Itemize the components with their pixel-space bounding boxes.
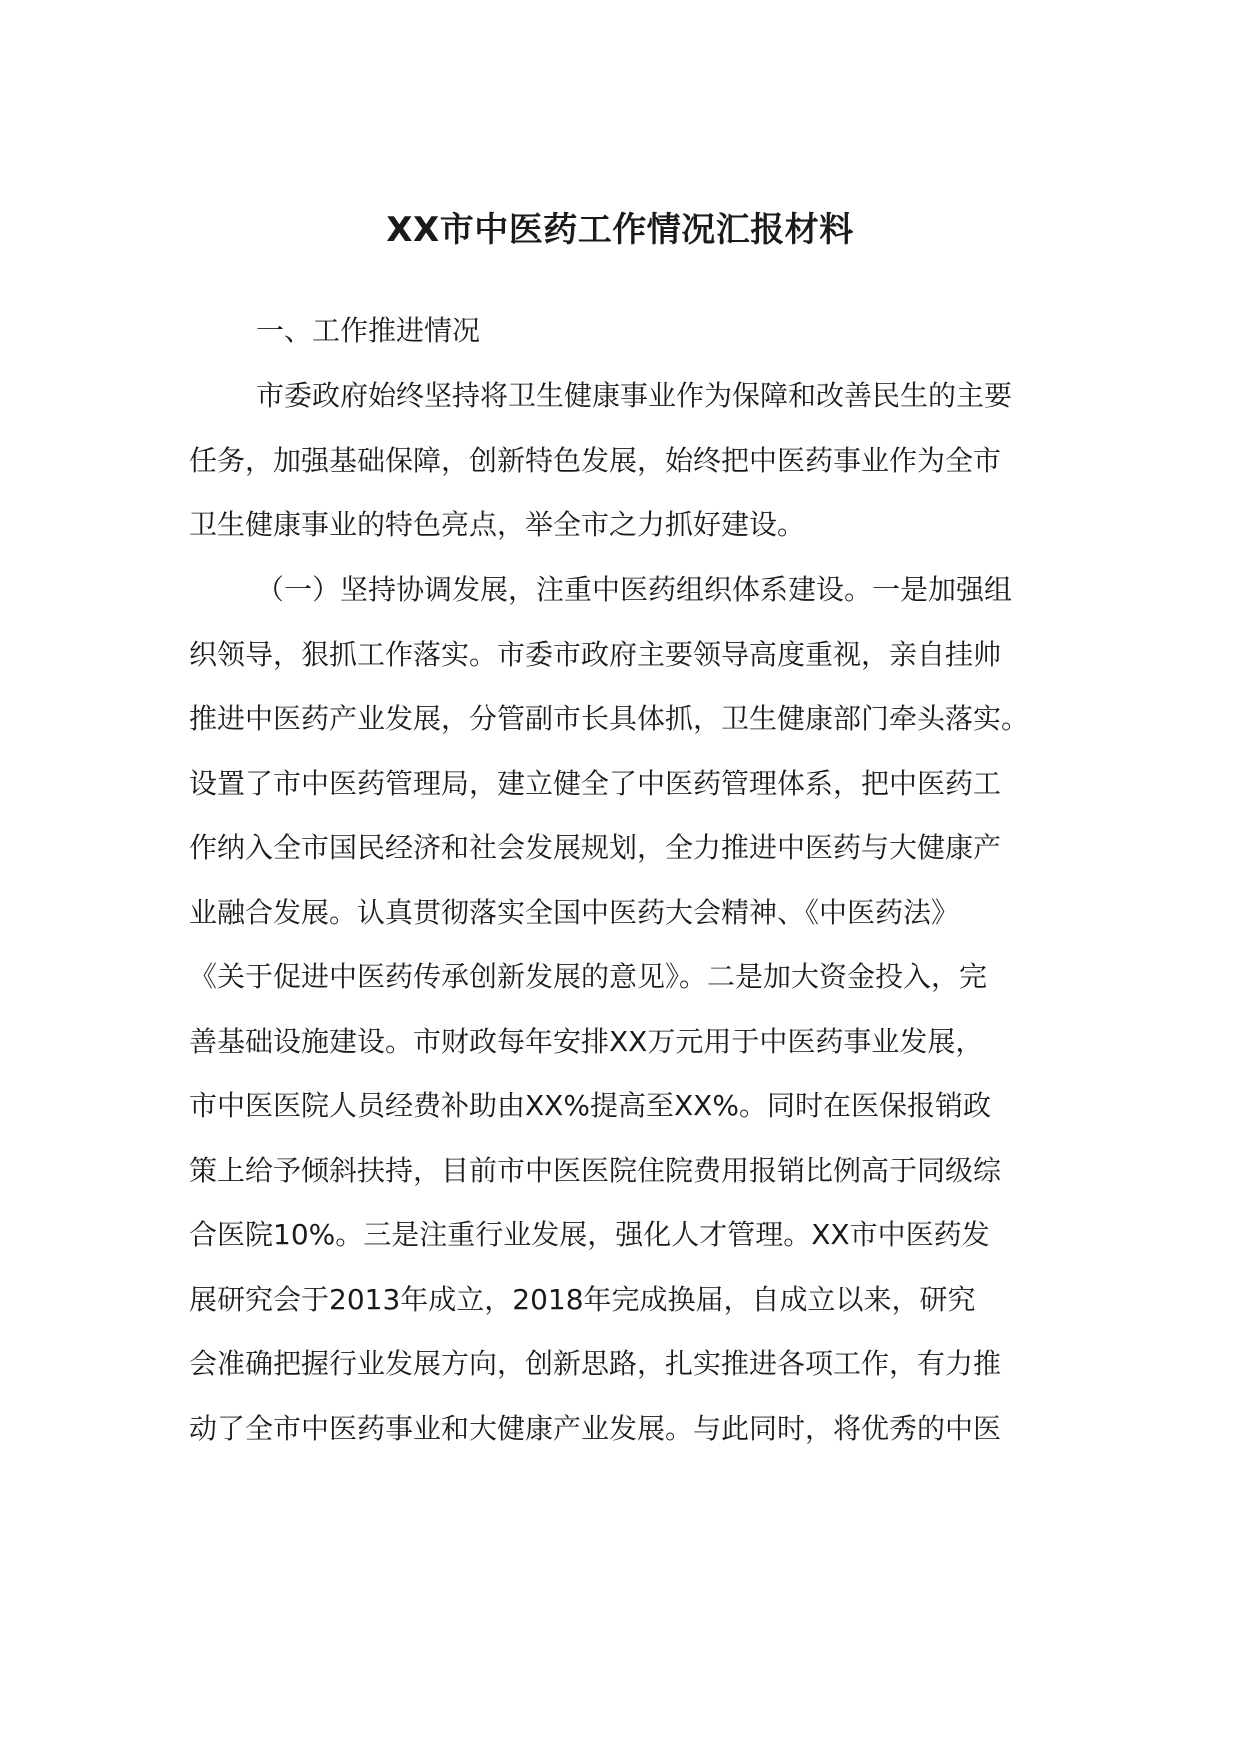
document-title: XX市中医药工作情况汇报材料 (386, 210, 854, 250)
paragraph-line: 善基础设施建设。市财政每年安排XX万元用于中医药事业发展， (189, 1024, 984, 1058)
paragraph-line: 展研究会于2013年成立，2018年完成换届，自成立以来，研究 (189, 1282, 976, 1316)
section-heading: 一、工作推进情况 (256, 314, 481, 347)
paragraph-line: 合医院10%。三是注重行业发展，强化人才管理。XX市中医药发 (189, 1218, 990, 1251)
paragraph-line: 《关于促进中医药传承创新发展的意见》。二是加大资金投入，完 (189, 960, 988, 993)
paragraph-line: 任务，加强基础保障，创新特色发展，始终把中医药事业作为全市 (189, 443, 1002, 477)
paragraph-line: 业融合发展。认真贯彻落实全国中医药大会精神、《中医药法》 (189, 895, 960, 929)
paragraph-line: 会准确把握行业发展方向，创新思路，扎实推进各项工作，有力推 (189, 1347, 1002, 1380)
paragraph-line: 设置了市中医药管理局，建立健全了中医药管理体系，把中医药工 (189, 766, 1002, 800)
paragraph-line: 动了全市中医药事业和大健康产业发展。与此同时，将优秀的中医 (189, 1411, 1002, 1445)
paragraph-line: 市中医医院人员经费补助由XX%提高至XX%。同时在医保报销政 (189, 1089, 991, 1122)
paragraph-coordinated-development (189, 558, 1055, 1461)
paragraph-line: 推进中医药产业发展，分管副市长具体抓，卫生健康部门牵头落实。 (189, 702, 1030, 735)
paragraph-line: 作纳入全市国民经济和社会发展规划，全力推进中医药与大健康产 (189, 831, 1002, 864)
paragraph-line: （一）坚持协调发展，注重中医药组织体系建设。一是加强组 (256, 573, 1013, 606)
paragraph-line: 织领导，狠抓工作落实。市委市政府主要领导高度重视，亲自挂帅 (189, 637, 1002, 671)
paragraph-line: 市委政府始终坚持将卫生健康事业作为保障和改善民生的主要 (256, 379, 1013, 412)
paragraph-work-overview (189, 364, 1055, 558)
paragraph-line: 卫生健康事业的特色亮点，举全市之力抓好建设。 (189, 508, 806, 541)
paragraph-line: 策上给予倾斜扶持，目前市中医医院住院费用报销比例高于同级综 (189, 1153, 1002, 1187)
